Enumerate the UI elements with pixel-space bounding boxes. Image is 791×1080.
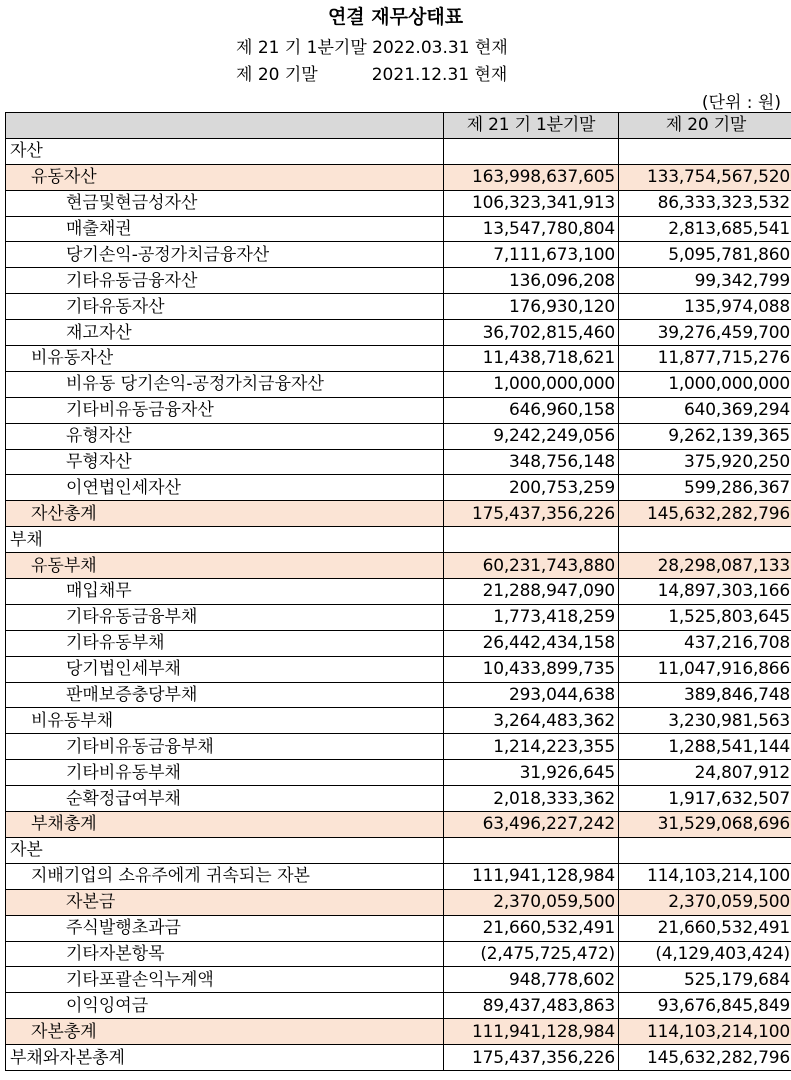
table-row — [6, 190, 791, 216]
row-label: 주식발행초과금 — [6, 915, 444, 941]
row-current: 163,998,637,605 — [444, 164, 619, 190]
row-prior: 3,230,981,563 — [619, 708, 791, 734]
table-row — [6, 1019, 791, 1045]
row-current: 9,242,249,056 — [444, 423, 619, 449]
header-prior: 제 20 기말 — [619, 113, 791, 139]
table-row — [6, 889, 791, 915]
row-current: 60,231,743,880 — [444, 553, 619, 579]
table-row — [6, 423, 791, 449]
row-label: 기타유동금융자산 — [6, 268, 444, 294]
row-prior: 11,877,715,276 — [619, 346, 791, 372]
row-prior: 31,529,068,696 — [619, 812, 791, 838]
row-prior: 39,276,459,700 — [619, 320, 791, 346]
table-row — [6, 837, 791, 863]
row-label: 이연법인세자산 — [6, 475, 444, 501]
statement-title: 연결 재무상태표 — [327, 6, 464, 28]
row-prior: 437,216,708 — [619, 630, 791, 656]
row-prior: 86,333,323,532 — [619, 190, 791, 216]
row-current: 111,941,128,984 — [444, 863, 619, 889]
row-label: 재고자산 — [6, 320, 444, 346]
row-current: 3,264,483,362 — [444, 708, 619, 734]
table-row — [6, 553, 791, 579]
prior-period: 제 20 기말 2021.12.31 현재 — [236, 65, 508, 85]
row-prior: 375,920,250 — [619, 449, 791, 475]
table-row — [6, 734, 791, 760]
table-row — [6, 579, 791, 605]
row-label: 판매보증충당부채 — [6, 682, 444, 708]
row-label: 자본총계 — [6, 1019, 444, 1045]
row-label: 기타비유동부채 — [6, 760, 444, 786]
row-label: 매입채무 — [6, 579, 444, 605]
row-label: 기타비유동금융자산 — [6, 397, 444, 423]
row-current: 21,660,532,491 — [444, 915, 619, 941]
row-label: 유동부채 — [6, 553, 444, 579]
table-row — [6, 527, 791, 553]
row-label: 부채와자본총계 — [6, 1045, 444, 1071]
row-label: 기타포괄손익누계액 — [6, 967, 444, 993]
row-current: 1,773,418,259 — [444, 604, 619, 630]
table-row — [6, 475, 791, 501]
row-current: 1,000,000,000 — [444, 371, 619, 397]
row-label: 자산총계 — [6, 501, 444, 527]
row-prior: 114,103,214,100 — [619, 1019, 791, 1045]
row-current: 111,941,128,984 — [444, 1019, 619, 1045]
current-period: 제 21 기 1분기말 2022.03.31 현재 — [236, 38, 508, 58]
row-current: 13,547,780,804 — [444, 216, 619, 242]
table-row — [6, 242, 791, 268]
row-label: 당기손익-공정가치금융자산 — [6, 242, 444, 268]
row-prior: 24,807,912 — [619, 760, 791, 786]
row-label: 자본금 — [6, 889, 444, 915]
row-prior: 525,179,684 — [619, 967, 791, 993]
row-label: 기타유동부채 — [6, 630, 444, 656]
table-header-row — [6, 113, 791, 139]
row-current: 948,778,602 — [444, 967, 619, 993]
row-prior: 1,525,803,645 — [619, 604, 791, 630]
row-current: 176,930,120 — [444, 294, 619, 320]
row-current: 36,702,815,460 — [444, 320, 619, 346]
row-label: 매출채권 — [6, 216, 444, 242]
table-row — [6, 604, 791, 630]
table-row — [6, 320, 791, 346]
row-label: 무형자산 — [6, 449, 444, 475]
row-prior: 640,369,294 — [619, 397, 791, 423]
header-current: 제 21 기 1분기말 — [444, 113, 619, 139]
row-label: 비유동자산 — [6, 346, 444, 372]
row-current: 26,442,434,158 — [444, 630, 619, 656]
row-label: 현금및현금성자산 — [6, 190, 444, 216]
row-label: 기타자본항목 — [6, 941, 444, 967]
table-row — [6, 294, 791, 320]
table-row — [6, 708, 791, 734]
row-label: 지배기업의 소유주에게 귀속되는 자본 — [6, 863, 444, 889]
row-prior: 114,103,214,100 — [619, 863, 791, 889]
row-prior: 14,897,303,166 — [619, 579, 791, 605]
row-label: 자본 — [6, 837, 444, 863]
balance-sheet-table — [5, 112, 791, 1071]
row-prior: 93,676,845,849 — [619, 993, 791, 1019]
row-current: 646,960,158 — [444, 397, 619, 423]
row-current: 200,753,259 — [444, 475, 619, 501]
row-current: 106,323,341,913 — [444, 190, 619, 216]
unit-label: (단위 : 원) — [701, 93, 781, 113]
table-row — [6, 812, 791, 838]
row-label: 유형자산 — [6, 423, 444, 449]
table-row — [6, 993, 791, 1019]
row-label: 부채총계 — [6, 812, 444, 838]
row-prior — [619, 527, 791, 553]
statement-header — [0, 0, 791, 112]
row-label: 이익잉여금 — [6, 993, 444, 1019]
row-current: (2,475,725,472) — [444, 941, 619, 967]
row-prior: 2,813,685,541 — [619, 216, 791, 242]
row-current: 348,756,148 — [444, 449, 619, 475]
row-prior: 1,000,000,000 — [619, 371, 791, 397]
row-label: 유동자산 — [6, 164, 444, 190]
row-prior: 2,370,059,500 — [619, 889, 791, 915]
table-row — [6, 449, 791, 475]
table-row — [6, 967, 791, 993]
table-row — [6, 501, 791, 527]
row-label: 기타유동금융부채 — [6, 604, 444, 630]
header-label — [6, 113, 444, 139]
row-current — [444, 837, 619, 863]
table-row — [6, 164, 791, 190]
row-label: 당기법인세부채 — [6, 656, 444, 682]
row-current: 175,437,356,226 — [444, 501, 619, 527]
row-label: 자산 — [6, 138, 444, 164]
row-prior: 11,047,916,866 — [619, 656, 791, 682]
row-current: 63,496,227,242 — [444, 812, 619, 838]
row-prior: 28,298,087,133 — [619, 553, 791, 579]
table-row — [6, 760, 791, 786]
row-prior: 135,974,088 — [619, 294, 791, 320]
row-current — [444, 138, 619, 164]
row-current: 175,437,356,226 — [444, 1045, 619, 1071]
row-prior: 145,632,282,796 — [619, 501, 791, 527]
row-current: 2,370,059,500 — [444, 889, 619, 915]
table-row — [6, 138, 791, 164]
row-label: 비유동 당기손익-공정가치금융자산 — [6, 371, 444, 397]
row-current: 31,926,645 — [444, 760, 619, 786]
row-prior: 145,632,282,796 — [619, 1045, 791, 1071]
table-row — [6, 216, 791, 242]
table-row — [6, 397, 791, 423]
row-current: 136,096,208 — [444, 268, 619, 294]
table-row — [6, 268, 791, 294]
table-row — [6, 682, 791, 708]
row-prior: 1,288,541,144 — [619, 734, 791, 760]
table-row — [6, 346, 791, 372]
row-current: 21,288,947,090 — [444, 579, 619, 605]
row-label: 부채 — [6, 527, 444, 553]
row-prior: 9,262,139,365 — [619, 423, 791, 449]
table-row — [6, 786, 791, 812]
row-label: 기타유동자산 — [6, 294, 444, 320]
row-current: 293,044,638 — [444, 682, 619, 708]
table-row — [6, 941, 791, 967]
row-current: 7,111,673,100 — [444, 242, 619, 268]
row-prior: 599,286,367 — [619, 475, 791, 501]
table-row — [6, 1045, 791, 1071]
table-row — [6, 656, 791, 682]
table-row — [6, 630, 791, 656]
row-current: 10,433,899,735 — [444, 656, 619, 682]
table-row — [6, 915, 791, 941]
row-current — [444, 527, 619, 553]
row-prior: (4,129,403,424) — [619, 941, 791, 967]
row-label: 순확정급여부채 — [6, 786, 444, 812]
row-prior — [619, 837, 791, 863]
row-prior: 133,754,567,520 — [619, 164, 791, 190]
row-current: 89,437,483,863 — [444, 993, 619, 1019]
row-prior: 1,917,632,507 — [619, 786, 791, 812]
row-prior: 5,095,781,860 — [619, 242, 791, 268]
row-current: 1,214,223,355 — [444, 734, 619, 760]
row-current: 2,018,333,362 — [444, 786, 619, 812]
row-prior: 99,342,799 — [619, 268, 791, 294]
row-prior: 21,660,532,491 — [619, 915, 791, 941]
row-prior: 389,846,748 — [619, 682, 791, 708]
table-row — [6, 863, 791, 889]
row-label: 기타비유동금융부채 — [6, 734, 444, 760]
row-current: 11,438,718,621 — [444, 346, 619, 372]
row-label: 비유동부채 — [6, 708, 444, 734]
table-row — [6, 371, 791, 397]
row-prior — [619, 138, 791, 164]
